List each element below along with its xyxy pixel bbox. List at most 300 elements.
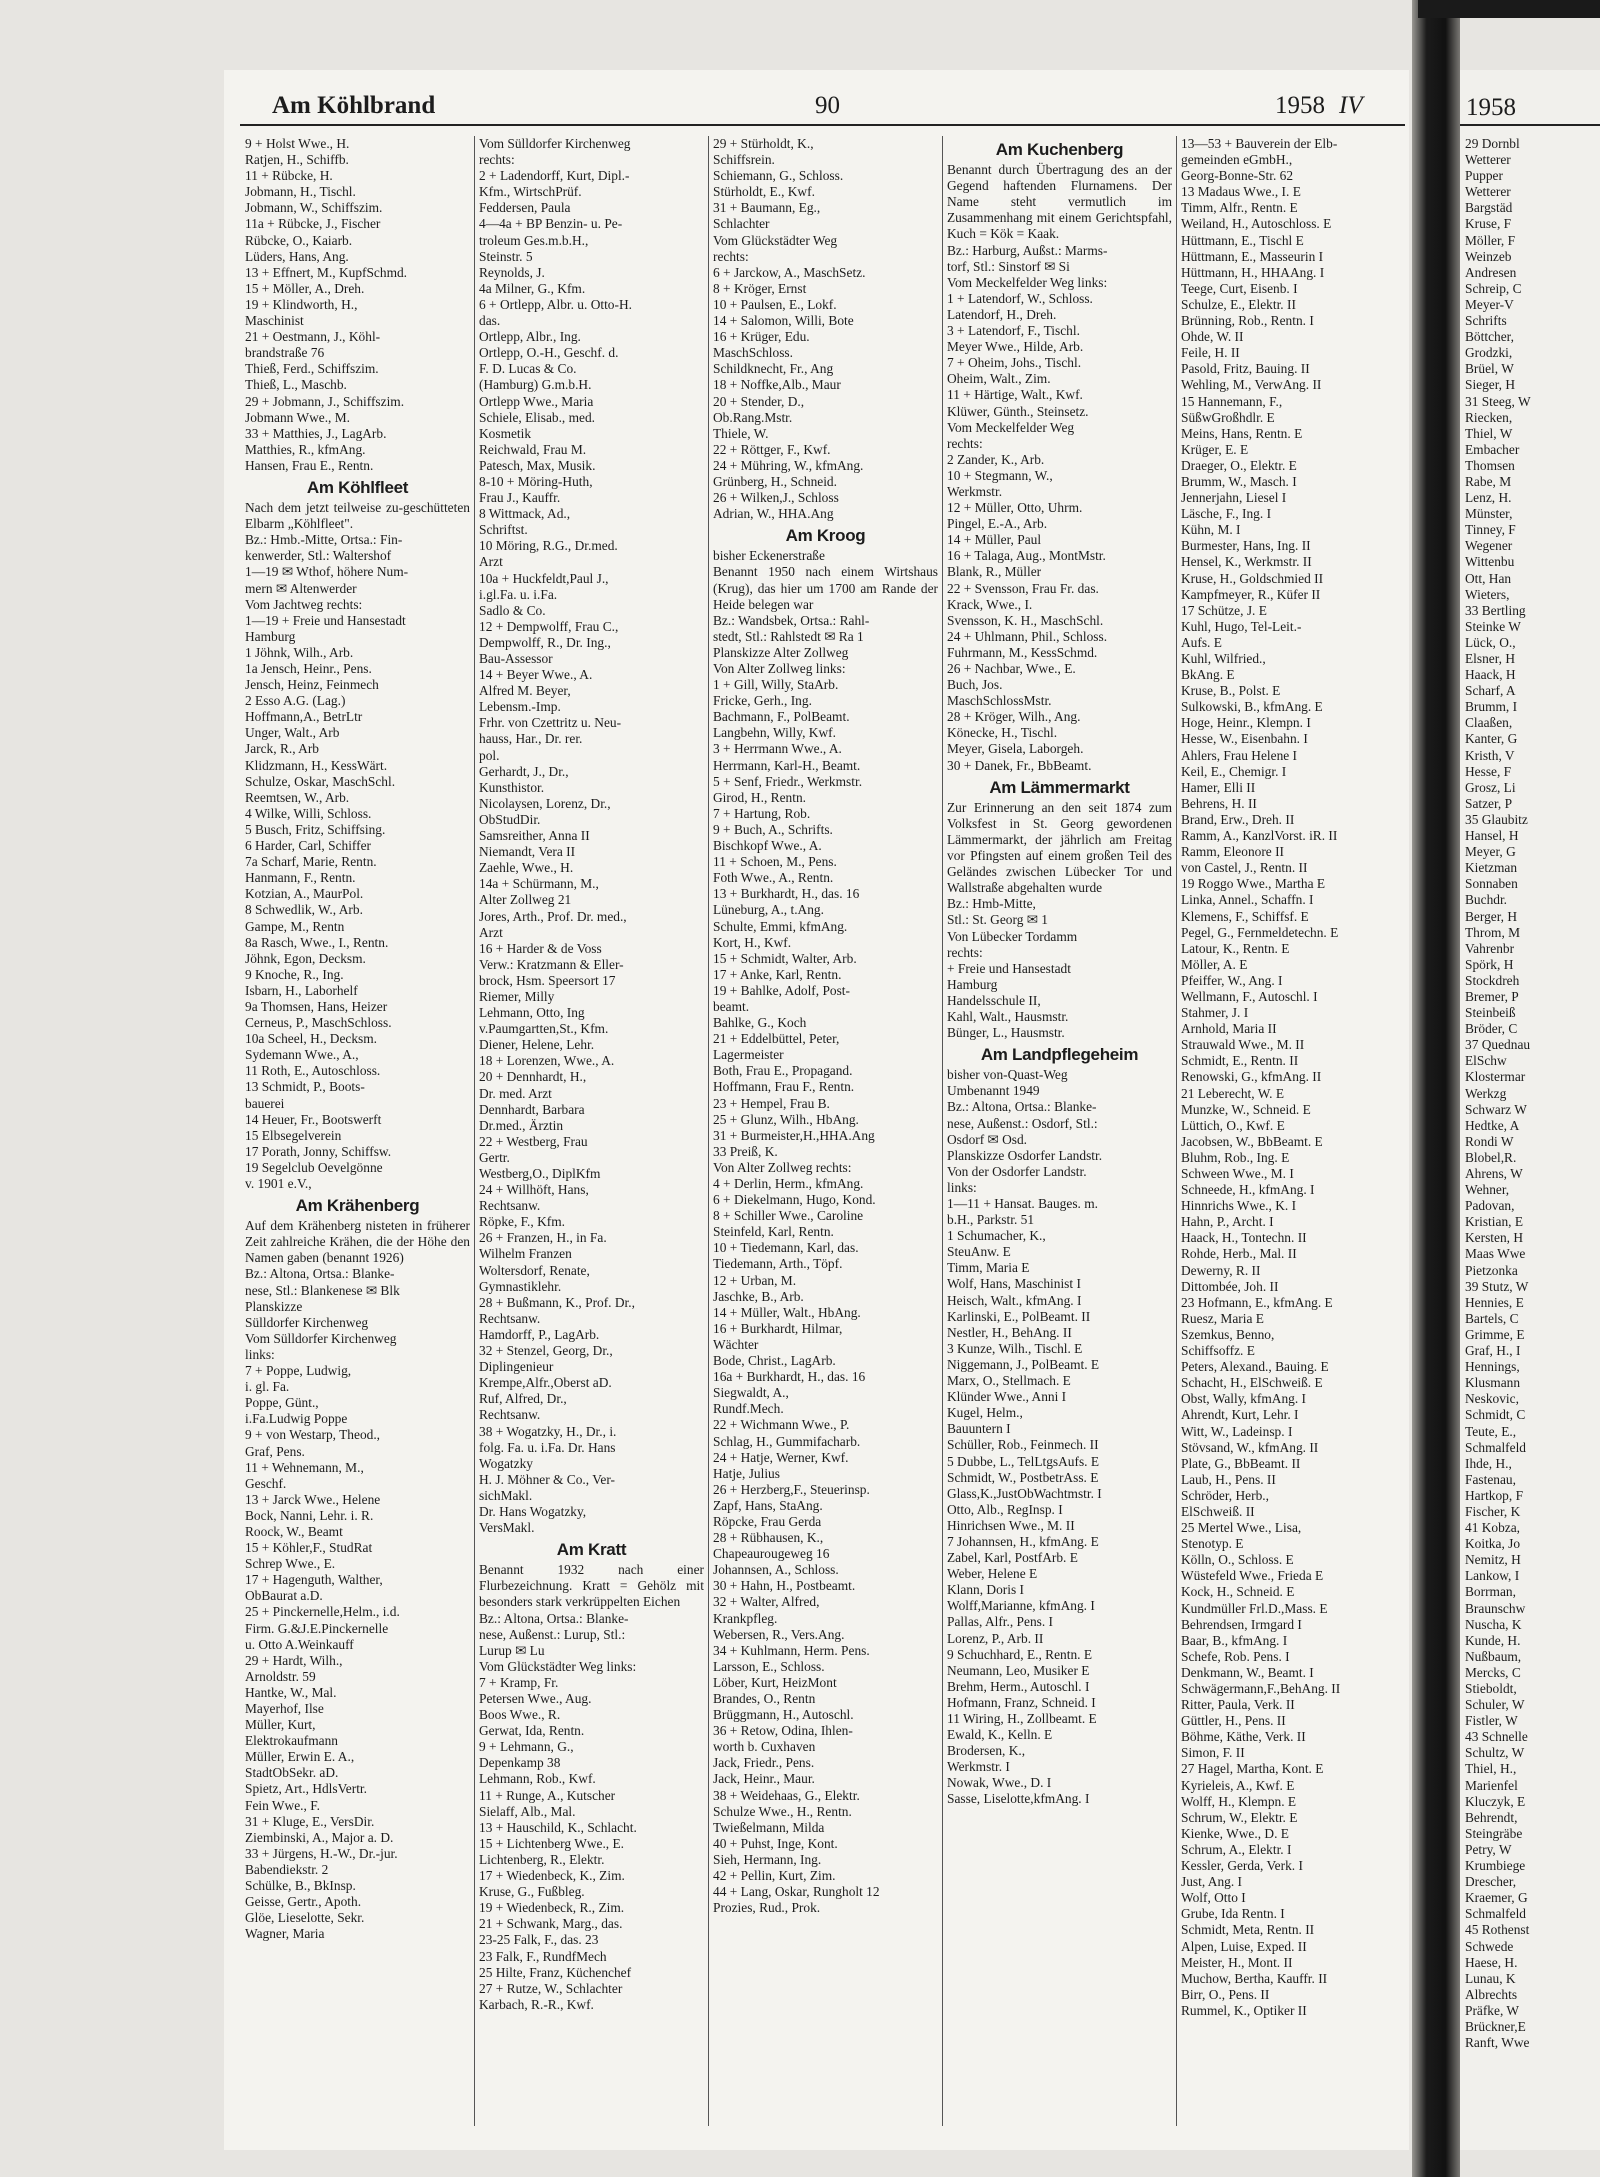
directory-entry: Rechtsanw.: [479, 1310, 541, 1326]
directory-entry: 43 Schnelle: [1465, 1729, 1528, 1745]
directory-entry: Rondi W: [1465, 1133, 1514, 1149]
directory-entry: 3 + Latendorf, F., Tischl.: [947, 323, 1080, 339]
directory-entry: Klann, Doris I: [947, 1582, 1024, 1598]
directory-entry: 33 + Matthies, J., LagArb.: [245, 425, 387, 441]
directory-entry: 1—19 + Freie und Hansestadt: [245, 612, 406, 628]
directory-entry: Müller, Kurt,: [245, 1717, 316, 1733]
directory-entry: 25 + Glunz, Wilh., HbAng.: [713, 1111, 859, 1127]
directory-entry: Wagner, Maria: [245, 1926, 325, 1942]
directory-entry: Vom Glückstädter Weg: [713, 232, 838, 248]
directory-entry: Jöhnk, Egon, Decksm.: [245, 950, 366, 966]
directory-entry: von Castel, J., Rentn. II: [1181, 860, 1308, 876]
directory-entry: Kietzman: [1465, 860, 1518, 876]
directory-entry: Aufs. E: [1181, 634, 1222, 650]
directory-entry: Buchdr.: [1465, 892, 1508, 908]
directory-entry: Böttcher,: [1465, 329, 1514, 345]
directory-entry: Behrendt,: [1465, 1809, 1518, 1825]
directory-entry: Werkmstr.: [947, 483, 1003, 499]
directory-entry: Hüttmann, E., Tischl E: [1181, 232, 1304, 248]
directory-entry: 4 + Derlin, Herm., kfmAng.: [713, 1176, 864, 1191]
directory-entry: Fuhrmann, M., KessSchmd.: [947, 644, 1098, 660]
directory-entry: Kersten, H: [1465, 1230, 1524, 1246]
directory-entry: Grodzki,: [1465, 345, 1513, 361]
directory-entry: 27 + Rutze, W., Schlachter: [479, 1980, 623, 1996]
directory-entry: Kundmüller Frl.D.,Mass. E: [1181, 1600, 1328, 1616]
directory-entry: Schwägermann,F.,BehAng. II: [1181, 1681, 1341, 1696]
volume: IV: [1339, 92, 1363, 119]
directory-entry: Bargstäd: [1465, 200, 1513, 216]
directory-entry: Pupper: [1465, 168, 1503, 184]
directory-entry: Meyer-V: [1465, 296, 1514, 312]
directory-entry: Prozies, Rud., Prok.: [713, 1900, 821, 1916]
directory-entry: 21 + Eddelbüttel, Peter,: [713, 1031, 840, 1047]
directory-entry: 40 + Puhst, Inge, Kont.: [713, 1835, 838, 1851]
directory-entry: Szemkus, Benno,: [1181, 1326, 1275, 1342]
directory-entry: Ratjen, H., Schiffb.: [245, 152, 349, 168]
directory-entry: Niggemann, J., PolBeamt. E: [947, 1356, 1100, 1372]
directory-entry: Sielaff, Alb., Mal.: [479, 1803, 576, 1819]
directory-entry: Schulze Wwe., H., Rentn.: [713, 1803, 852, 1819]
directory-entry: Hamburg: [947, 976, 998, 992]
directory-entry: Poppe, Günt.,: [245, 1395, 319, 1411]
directory-entry: Wolf, Otto I: [1181, 1890, 1246, 1906]
directory-entry: Lüders, Hans, Ang.: [245, 248, 349, 264]
directory-entry: Embacher: [1465, 441, 1520, 457]
directory-entry: Nowak, Wwe., D. I: [947, 1775, 1052, 1791]
directory-entry: Lück, O.,: [1465, 634, 1516, 650]
directory-entry: Wittenbu: [1465, 554, 1515, 570]
street-heading: Am Landpflegeheim: [980, 1045, 1139, 1065]
directory-entry: 22 + Westberg, Frau: [479, 1133, 588, 1149]
directory-entry: Kruse, B., Polst. E: [1181, 683, 1281, 699]
directory-entry: 25 Mertel Wwe., Lisa,: [1181, 1520, 1302, 1536]
directory-entry: 33 + Jürgens, H.-W., Dr.-jur.: [245, 1845, 398, 1861]
directory-entry: rechts:: [947, 435, 983, 451]
directory-entry: 30 + Danek, Fr., BbBeamt.: [947, 757, 1092, 773]
directory-entry: 15 Hannemann, F.,: [1181, 393, 1283, 409]
directory-entry: Brehm, Herm., Autoschl. I: [947, 1678, 1090, 1694]
directory-entry: Schulte, Emmi, kfmAng.: [713, 918, 848, 934]
directory-entry: Schiffsrein.: [713, 152, 775, 168]
directory-entry: 14 + Salomon, Willi, Bote: [713, 313, 854, 329]
directory-entry: Blank, R., Müller: [947, 564, 1042, 580]
directory-entry: Koitka, Jo: [1465, 1536, 1521, 1552]
directory-entry: Reemtsen, W., Arb.: [245, 789, 350, 805]
directory-entry: Klemens, F., Schiffsf. E: [1181, 908, 1309, 924]
directory-entry: Plate, G., BbBeamt. II: [1181, 1455, 1301, 1471]
directory-entry: Jobmann, H., Tischl.: [245, 184, 356, 200]
directory-entry: 13 + Jarck Wwe., Helene: [245, 1491, 381, 1507]
directory-entry: Wolf, Hans, Maschinist I: [947, 1276, 1081, 1292]
directory-entry: Larsson, E., Schloss.: [713, 1658, 825, 1674]
directory-entry: 45 Rothenst: [1465, 1922, 1530, 1938]
directory-entry: ObBaurat a.D.: [245, 1588, 323, 1604]
directory-entry: Werkzg: [1465, 1085, 1507, 1101]
directory-entry: Kampfmeyer, R., Küfer II: [1181, 586, 1321, 602]
directory-entry: Kahl, Walt., Hausmstr.: [947, 1008, 1069, 1024]
directory-entry: 2 Zander, K., Arb.: [947, 451, 1045, 467]
directory-entry: 18 + Noffke,Alb., Maur: [713, 377, 841, 393]
directory-entry: Elsner, H: [1465, 651, 1516, 666]
directory-entry: hauss, Har., Dr. rer.: [479, 731, 583, 747]
directory-entry: Hensel, K., Werkmstr. II: [1181, 554, 1312, 570]
directory-entry: Peters, Alexand., Bauing. E: [1181, 1359, 1329, 1375]
directory-entry: 32 + Walter, Alfred,: [713, 1594, 820, 1610]
directory-entry: Ortlepp Wwe., Maria: [479, 393, 594, 409]
directory-entry: Bünger, L., Hausmstr.: [947, 1025, 1065, 1041]
directory-entry: 13 + Effnert, M., KupfSchmd.: [245, 264, 408, 280]
directory-entry: Graf, Pens.: [245, 1443, 305, 1459]
directory-entry: StadtObSekr. aD.: [245, 1765, 339, 1781]
directory-entry: 3 + Herrmann Wwe., A.: [713, 741, 842, 757]
directory-entry: Strauwald Wwe., M. II: [1181, 1037, 1305, 1053]
directory-entry: Hanmann, F., Rentn.: [245, 870, 356, 886]
directory-entry: 19 Segelclub Oevelgönne: [245, 1159, 383, 1175]
directory-entry: Handelsschule II,: [947, 992, 1041, 1008]
directory-entry: Neskovic,: [1465, 1391, 1519, 1407]
directory-entry: Muchow, Bertha, Kauffr. II: [1181, 1970, 1328, 1986]
directory-entry: Petersen Wwe., Aug.: [479, 1691, 592, 1706]
directory-entry: Laub, H., Pens. II: [1181, 1471, 1276, 1487]
directory-entry: Rabe, M: [1465, 473, 1512, 489]
directory-entry: Blobel,R.: [1465, 1149, 1517, 1165]
directory-entry: Ahrens, W: [1465, 1166, 1523, 1181]
directory-column-5: [1181, 136, 1403, 2131]
street-note: Umbenannt 1949: [947, 1083, 1040, 1099]
directory-entry: 29 + Stürholdt, K.,: [713, 136, 814, 151]
directory-entry: brock, Hsm. Speersort 17: [479, 972, 616, 988]
directory-entry: Hamdorff, P., LagArb.: [479, 1326, 600, 1342]
directory-entry: 21 Leberecht, W. E: [1181, 1085, 1284, 1101]
directory-entry: Roock, W., Beamt: [245, 1523, 343, 1539]
directory-entry: Meyer, G: [1465, 844, 1516, 860]
directory-entry: Buch, Jos.: [947, 677, 1003, 693]
directory-entry: Kristian, E: [1465, 1214, 1524, 1230]
directory-entry: Simon, F. II: [1181, 1745, 1245, 1761]
directory-entry: 32 + Stenzel, Georg, Dr.,: [479, 1343, 613, 1359]
directory-entry: Schwarz W: [1465, 1101, 1527, 1117]
directory-entry: Hantke, W., Mal.: [245, 1684, 337, 1700]
directory-entry: u. Otto A.Weinkauff: [245, 1636, 354, 1652]
directory-entry: Klostermar: [1465, 1069, 1526, 1085]
directory-entry: Zaehle, Wwe., H.: [479, 860, 574, 876]
directory-entry: Foth Wwe., A., Rentn.: [713, 870, 834, 886]
directory-entry: Vom Jachtweg rechts:: [245, 596, 363, 612]
directory-entry: Teege, Curt, Eisenb. I: [1181, 280, 1298, 296]
directory-entry: nese, Stl.: Blankenese ✉ Blk: [245, 1282, 400, 1298]
directory-entry: Pietzonka: [1465, 1262, 1518, 1278]
directory-column-4: [947, 136, 1172, 2131]
directory-column-3: [713, 136, 938, 2131]
directory-entry: Bode, Christ., LagArb.: [713, 1353, 836, 1369]
directory-entry: Stl.: St. Georg ✉ 1: [947, 912, 1048, 928]
directory-entry: Thiele, W.: [713, 425, 769, 441]
directory-entry: Thiel, W: [1465, 425, 1513, 441]
directory-entry: Petry, W: [1465, 1841, 1512, 1857]
directory-entry: 15 Elbsegelverein: [245, 1127, 342, 1143]
page-header-year: [1275, 92, 1363, 120]
directory-entry: 10 + Stegmann, W.,: [947, 467, 1053, 483]
directory-entry: Schiffsoffz. E: [1181, 1343, 1255, 1359]
directory-entry: nese, Außenst.: Lurup, Stl.:: [479, 1626, 626, 1642]
directory-entry: Geschf.: [245, 1475, 287, 1491]
directory-entry: 24 + Willhöft, Hans,: [479, 1182, 589, 1198]
directory-entry: Albrechts: [1465, 1986, 1518, 2002]
directory-entry: 11 + Rübcke, H.: [245, 168, 333, 184]
directory-entry: Weinzeb: [1465, 248, 1512, 264]
directory-entry: Rummel, K., Optiker II: [1181, 2002, 1307, 2018]
directory-entry: 33 Bertling: [1465, 602, 1526, 618]
directory-entry: Vom Meckelfelder Weg: [947, 419, 1075, 435]
directory-entry: Grosz, Li: [1465, 779, 1516, 795]
directory-entry: Hüttmann, E., Masseurin I: [1181, 248, 1324, 264]
directory-entry: Weber, Helene E: [947, 1566, 1038, 1582]
column-divider: [1176, 136, 1177, 2126]
directory-entry: Rechtsanw.: [479, 1198, 541, 1214]
directory-entry: Güttler, H., Pens. II: [1181, 1713, 1286, 1729]
directory-entry: 9 + von Westarp, Theod.,: [245, 1427, 381, 1443]
directory-entry: 17 + Wiedenbeck, K., Zim.: [479, 1868, 625, 1884]
directory-entry: Schmalfeld: [1465, 1439, 1526, 1455]
directory-entry: Kock, H., Schneid. E: [1181, 1584, 1295, 1600]
directory-entry: Hinrichsen Wwe., M. II: [947, 1517, 1075, 1533]
directory-entry: Lorenz, P., Arb. II: [947, 1630, 1044, 1646]
directory-entry: Hedtke, A: [1465, 1117, 1520, 1133]
directory-entry: 12 + Dempwolff, Frau C.,: [479, 618, 619, 634]
street-heading: Am Krähenberg: [295, 1196, 420, 1216]
directory-entry: 4a Milner, G., Kfm.: [479, 280, 586, 296]
directory-entry: Bartels, C: [1465, 1310, 1519, 1326]
directory-entry: Brumm, W., Masch. I: [1181, 473, 1297, 489]
directory-entry: Hinnrichs Wwe., K. I: [1181, 1198, 1297, 1214]
directory-entry: Borrman,: [1465, 1584, 1516, 1600]
directory-entry: Schröder, Herb.,: [1181, 1487, 1269, 1503]
directory-entry: Claaßen,: [1465, 715, 1513, 731]
directory-entry: 23 Falk, F., RundfMech: [479, 1948, 607, 1964]
directory-entry: 1 Schumacher, K.,: [947, 1228, 1046, 1244]
directory-entry: Gymnastiklehr.: [479, 1278, 562, 1294]
directory-entry: Jack, Heinr., Maur.: [713, 1771, 815, 1787]
directory-entry: 8 + Kröger, Ernst: [713, 280, 807, 296]
directory-entry: 11 Wiring, H., Zollbeamt. E: [947, 1711, 1097, 1726]
directory-entry: Hoffmann, Frau F., Rentn.: [713, 1079, 855, 1095]
directory-entry: Teute, E.,: [1465, 1423, 1517, 1439]
directory-entry: Cerneus, P., MaschSchloss.: [245, 1015, 392, 1031]
directory-entry: Bauuntern I: [947, 1421, 1011, 1437]
directory-entry: Reichwald, Frau M.: [479, 441, 587, 457]
directory-entry: Werkmstr. I: [947, 1759, 1010, 1775]
directory-entry: Weiland, H., Autoschloss. E: [1181, 216, 1332, 232]
directory-entry: Thiel, H.,: [1465, 1761, 1517, 1777]
directory-entry: Vom Sülldorfer Kirchenweg: [245, 1330, 397, 1346]
directory-entry: Wüstefeld Wwe., Frieda E: [1181, 1568, 1324, 1584]
directory-entry: Gertr.: [479, 1149, 510, 1165]
directory-entry: Schneede, H., kfmAng. I: [1181, 1182, 1315, 1198]
directory-entry: Dr.med., Ärztin: [479, 1117, 564, 1133]
directory-entry: Schlag, H., Gummifacharb.: [713, 1433, 861, 1449]
directory-entry: Kruse, G., Fußbleg.: [479, 1884, 585, 1900]
next-page-column: [1465, 136, 1531, 2051]
directory-entry: VersMakl.: [479, 1520, 535, 1536]
directory-entry: 11a + Rübcke, J., Fischer: [245, 216, 381, 232]
directory-entry: Sadlo & Co.: [479, 602, 546, 618]
directory-entry: 10 + Paulsen, E., Lokf.: [713, 296, 837, 312]
directory-entry: Ob.Rang.Mstr.: [713, 409, 793, 425]
directory-entry: Osdorf ✉ Osd.: [947, 1131, 1028, 1147]
directory-entry: 25 + Pinckernelle,Helm., i.d.: [245, 1604, 400, 1620]
directory-entry: 9a Thomsen, Hans, Heizer: [245, 998, 388, 1014]
directory-entry: Ohde, W. II: [1181, 329, 1244, 345]
directory-entry: Lüneburg, A., t.Ang.: [713, 902, 824, 918]
directory-entry: 7 + Poppe, Ludwig,: [245, 1363, 352, 1379]
directory-entry: Schmidt, E., Rentn. II: [1181, 1053, 1299, 1069]
directory-entry: Dittombée, Joh. II: [1181, 1278, 1279, 1294]
directory-entry: 6 Harder, Carl, Schiffer: [245, 838, 372, 854]
directory-entry: 22 + Röttger, F., Kwf.: [713, 441, 831, 457]
directory-entry: Wilhelm Franzen: [479, 1246, 572, 1262]
directory-entry: Schrep Wwe., E.: [245, 1556, 336, 1572]
directory-entry: 14 Heuer, Fr., Bootswerft: [245, 1111, 382, 1127]
directory-entry: Adrian, W., HHA.Ang: [713, 506, 834, 522]
directory-entry: + Freie und Hansestadt: [947, 960, 1071, 976]
directory-entry: Jobmann Wwe., M.: [245, 409, 351, 425]
directory-entry: Schlachter: [713, 216, 770, 232]
directory-entry: Behrens, H. II: [1181, 795, 1257, 811]
directory-entry: Schultz, W: [1465, 1745, 1525, 1761]
directory-entry: Pasold, Fritz, Bauing. II: [1181, 361, 1310, 377]
directory-entry: Nuscha, K: [1465, 1616, 1522, 1632]
directory-entry: 7 + Oheim, Johs., Tischl.: [947, 355, 1082, 371]
directory-entry: Munzke, W., Schneid. E: [1181, 1101, 1311, 1117]
directory-entry: Dewerny, R. II: [1181, 1262, 1261, 1278]
directory-entry: Wolff,Marianne, kfmAng. I: [947, 1598, 1095, 1614]
directory-entry: Thomsen: [1465, 457, 1515, 473]
directory-entry: Renowski, G., kfmAng. II: [1181, 1069, 1322, 1085]
directory-entry: Twießelmann, Milda: [713, 1819, 825, 1835]
directory-entry: Klünder Wwe., Anni I: [947, 1389, 1067, 1405]
directory-entry: Von Lübecker Tordamm: [947, 928, 1078, 944]
directory-entry: 19 + Bahlke, Adolf, Post-: [713, 982, 850, 998]
directory-entry: Maas Wwe: [1465, 1246, 1526, 1262]
directory-entry: Lebensm.-Imp.: [479, 699, 561, 715]
directory-entry: Kuhl, Hugo, Tel-Leit.-: [1181, 618, 1302, 634]
directory-entry: 19 + Wiedenbeck, R., Zim.: [479, 1900, 625, 1916]
directory-entry: Draeger, O., Elektr. E: [1181, 457, 1297, 473]
directory-entry: Girod, H., Rentn.: [713, 789, 806, 805]
directory-entry: Hesse, W., Eisenbahn. I: [1181, 731, 1308, 747]
directory-entry: Riemer, Milly: [479, 988, 555, 1004]
directory-entry: 1—19 ✉ Wthof, höhere Num-: [245, 564, 409, 580]
directory-entry: Lichtenberg, R., Elektr.: [479, 1851, 605, 1867]
directory-entry: 26 + Herzberg,F., Steuerinsp.: [713, 1481, 870, 1497]
directory-entry: links:: [947, 1179, 977, 1195]
directory-entry: Schrum, A., Elektr. I: [1181, 1841, 1292, 1857]
directory-entry: 9 + Buch, A., Schrifts.: [713, 821, 833, 837]
directory-entry: Mayerhof, Ilse: [245, 1701, 324, 1716]
directory-entry: Alfred M. Beyer,: [479, 683, 571, 699]
directory-entry: Samsreither, Anna II: [479, 828, 590, 844]
directory-entry: Kanter, G: [1465, 731, 1518, 747]
directory-entry: 5 + Senf, Friedr., Werkmstr.: [713, 773, 863, 789]
directory-entry: Ott, Han: [1465, 570, 1512, 586]
directory-entry: 7 Johannsen, H., kfmAng. E: [947, 1533, 1099, 1549]
directory-entry: 18 + Lorenzen, Wwe., A.: [479, 1053, 615, 1069]
directory-entry: 11 + Runge, A., Kutscher: [479, 1787, 616, 1803]
street-note: Zur Erinnerung an den seit 1874 zum Volksfest in St. Georg gewordenen Lämmermarkt, der jährlich am Freitag vor Pfingsten auf einem großen Teil des Geländes zwischen Lübecker Tor und Wallstraße abgehalten wurde: [947, 799, 1172, 896]
directory-entry: 23 Hofmann, E., kfmAng. E: [1181, 1294, 1333, 1310]
directory-entry: Fastenau,: [1465, 1471, 1516, 1487]
directory-entry: Hansel, H: [1465, 828, 1519, 844]
directory-entry: MaschSchlossMstr.: [947, 693, 1052, 709]
directory-entry: Sydemann Wwe., A.,: [245, 1047, 359, 1063]
directory-entry: Lüttich, O., Kwf. E: [1181, 1117, 1285, 1133]
directory-entry: Kruse, H., Goldschmied II: [1181, 570, 1324, 586]
directory-entry: Karlinski, E., PolBeamt. II: [947, 1308, 1091, 1324]
directory-entry: H. J. Möhner & Co., Ver-: [479, 1471, 615, 1487]
directory-entry: i.gl.Fa. u. i.Fa.: [479, 586, 558, 602]
directory-entry: 29 + Hardt, Wilh.,: [245, 1652, 343, 1668]
directory-entry: Hofmann, Franz, Schneid. I: [947, 1694, 1096, 1710]
directory-entry: rechts:: [479, 152, 515, 168]
directory-entry: 14 + Müller, Walt., HbAng.: [713, 1304, 861, 1320]
directory-entry: Heisch, Walt., kfmAng. I: [947, 1292, 1082, 1308]
directory-entry: Wehner,: [1465, 1182, 1510, 1198]
directory-entry: Bz.: Hmb.-Mitte, Ortsa.: Fin-: [245, 532, 403, 548]
directory-entry: 6 + Diekelmann, Hugo, Kond.: [713, 1192, 876, 1208]
year: 1958: [1275, 92, 1325, 119]
directory-entry: Johannsen, A., Schloss.: [713, 1562, 839, 1578]
directory-entry: folg. Fa. u. i.Fa. Dr. Hans: [479, 1439, 616, 1455]
directory-entry: Kunde, H.: [1465, 1632, 1521, 1648]
directory-entry: Fischer, K: [1465, 1503, 1521, 1519]
directory-entry: 1a Jensch, Heinr., Pens.: [245, 661, 372, 676]
directory-entry: 8-10 + Möring-Huth,: [479, 473, 593, 489]
directory-entry: Lehmann, Otto, Ing: [479, 1005, 585, 1021]
directory-entry: 14 + Müller, Paul: [947, 532, 1042, 548]
directory-entry: 35 Glaubitz: [1465, 811, 1528, 827]
directory-entry: 11 + Schoen, M., Pens.: [713, 854, 837, 870]
directory-entry: 22 + Wichmann Wwe., P.: [713, 1417, 850, 1433]
directory-entry: Planskizze Osdorfer Landstr.: [947, 1147, 1103, 1163]
directory-entry: Nicolaysen, Lorenz, Dr.,: [479, 795, 611, 811]
directory-entry: Behrendsen, Irmgard I: [1181, 1616, 1302, 1632]
directory-entry: Wieters,: [1465, 586, 1510, 602]
directory-entry: Schildknecht, Fr., Ang: [713, 361, 834, 377]
next-page-header-year: 1958: [1466, 94, 1516, 121]
directory-entry: Jobmann, W., Schiffszim.: [245, 200, 383, 216]
directory-entry: Hatje, Julius: [713, 1465, 780, 1481]
directory-entry: Ortlepp, O.-H., Geschf. d.: [479, 345, 619, 361]
directory-entry: Krumbiege: [1465, 1858, 1526, 1874]
directory-entry: Nestler, H., BehAng. II: [947, 1324, 1072, 1340]
directory-entry: Alter Zollweg 21: [479, 892, 572, 908]
directory-entry: Löber, Kurt, HeizMont: [713, 1674, 837, 1690]
directory-entry: Herrmann, Karl-H., Beamt.: [713, 757, 861, 773]
directory-entry: Meyer Wwe., Hilde, Arb.: [947, 339, 1084, 355]
directory-entry: 5 Busch, Fritz, Schiffsing.: [245, 821, 386, 837]
directory-entry: ObStudDir.: [479, 811, 541, 827]
directory-entry: Böhme, Käthe, Verk. II: [1181, 1729, 1306, 1745]
directory-entry: Svensson, K. H., MaschSchl.: [947, 612, 1104, 628]
directory-entry: Rundf.Mech.: [713, 1401, 784, 1417]
directory-entry: Linka, Annel., Schaffn. I: [1181, 892, 1314, 908]
directory-entry: 26 + Franzen, H., in Fa.: [479, 1230, 607, 1246]
directory-entry: Stövsand, W., kfmAng. II: [1181, 1439, 1319, 1455]
directory-entry: Schriftst.: [479, 522, 528, 538]
directory-entry: Kruse, F: [1465, 216, 1512, 232]
directory-entry: Brodersen, K.,: [947, 1743, 1026, 1759]
directory-entry: 26 + Nachbar, Wwe., E.: [947, 661, 1076, 676]
